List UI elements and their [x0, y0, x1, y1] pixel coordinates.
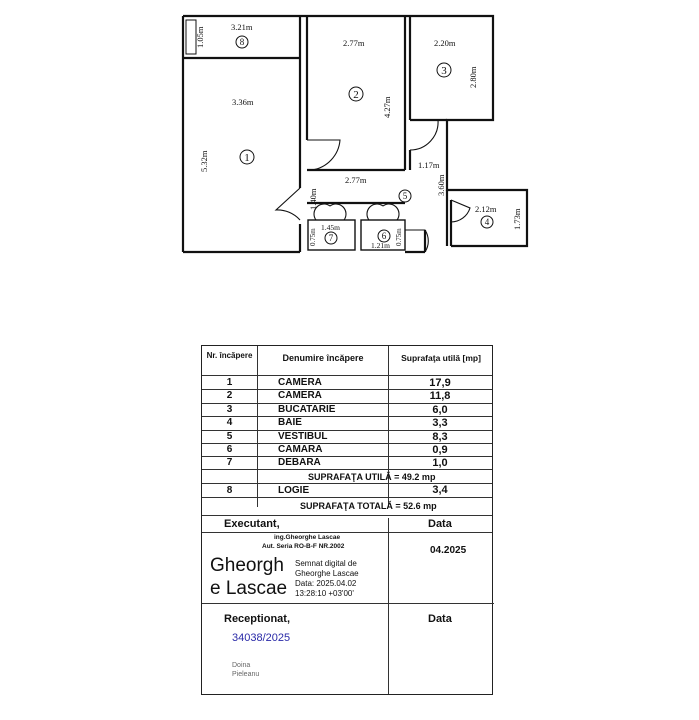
engineer-name: ing.Gheorghe Lascae — [274, 534, 341, 541]
row-divider — [388, 603, 494, 604]
dim-r4-h: 1.73m — [512, 208, 522, 230]
dim-r1-h: 5.32m — [199, 150, 209, 172]
area-table — [201, 345, 493, 695]
receiver-line: Pieleanu — [232, 671, 260, 678]
room-number-5: 5 — [402, 191, 408, 201]
row-area: 3,3 — [432, 417, 448, 430]
row-area: 11,8 — [429, 390, 451, 403]
row-name: BAIE — [278, 417, 302, 429]
row-nr: 7 — [226, 457, 233, 469]
col-divider — [388, 518, 389, 694]
row-divider — [202, 532, 492, 533]
room-number-8: 8 — [239, 37, 245, 47]
row-area: 8,3 — [432, 430, 448, 443]
room-number-2: 2 — [353, 89, 359, 101]
receiver-line: Doina — [232, 662, 251, 669]
row-nr: 1 — [226, 377, 233, 388]
room-numbers — [240, 37, 490, 243]
dim-r5-b: 3.60m — [436, 174, 446, 196]
loggia-nr: 8 — [226, 485, 233, 496]
room-number-4: 4 — [484, 217, 490, 227]
room-number-7: 7 — [328, 233, 334, 243]
dim-r1-w: 3.36m — [232, 97, 254, 107]
dim-hall-w: 2.77m — [345, 175, 367, 185]
dim-r2-w: 2.77m — [343, 38, 365, 48]
row-name: CAMERA — [278, 390, 322, 402]
loggia-area: 3,4 — [432, 484, 448, 496]
row-nr: 3 — [226, 403, 233, 415]
dim-r8-w: 3.21m — [231, 22, 253, 32]
row-divider — [202, 469, 492, 470]
row-name: CAMERA — [278, 377, 322, 388]
room-number-1: 1 — [244, 152, 250, 164]
row-name: DEBARA — [278, 457, 321, 469]
plan-walls — [183, 16, 527, 252]
row-divider — [202, 375, 492, 376]
header-name: Denumire încăpere — [282, 353, 364, 363]
row-nr: 2 — [226, 390, 233, 402]
receptionat-label: Receptionat, — [224, 613, 291, 625]
signature-meta-line: 13:28:10 +03'00' — [295, 589, 354, 598]
row-divider — [202, 515, 492, 516]
dim-r7-h: 0.75m — [309, 228, 317, 246]
suprafata-utila: SUPRAFAŢA UTILĂ = 49.2 mp — [308, 472, 436, 482]
digital-signature-name — [210, 554, 287, 600]
row-area: 6,0 — [432, 403, 448, 416]
dim-r6-h: 0.75m — [395, 228, 403, 246]
dim-r2-h: 4.27m — [382, 96, 392, 118]
dim-r3-w: 2.20m — [434, 38, 456, 48]
room-number-6: 6 — [381, 231, 387, 241]
row-nr: 5 — [226, 430, 233, 442]
row-area: 1,0 — [432, 457, 448, 470]
row-divider — [202, 497, 492, 498]
signature-meta-line: Gheorghe Lascae — [295, 569, 359, 578]
signature-name-line1: Gheorgh — [210, 555, 284, 576]
room-number-circles — [236, 36, 493, 244]
loggia-name: LOGIE — [278, 485, 310, 496]
row-name: BUCATARIE — [278, 403, 336, 415]
row-nr: 6 — [226, 444, 233, 455]
dim-r7-w: 1.45m — [321, 223, 340, 232]
row-area: 0,9 — [432, 444, 448, 456]
room-number-3: 3 — [441, 65, 447, 77]
data-label: Data — [428, 518, 452, 530]
row-area: 17,9 — [429, 377, 451, 389]
header-area: Suprafaţa utilă [mp] — [401, 353, 481, 363]
signature-meta-line: Data: 2025.04.02 — [295, 579, 357, 588]
dim-r4-w: 2.12m — [475, 204, 497, 214]
signature-meta-line: Semnat digital de — [295, 559, 357, 568]
date-value: 04.2025 — [430, 545, 467, 556]
row-nr: 4 — [226, 417, 233, 429]
suprafata-totala: SUPRAFAŢA TOTALĂ = 52.6 mp — [300, 501, 437, 511]
signature-meta — [295, 559, 359, 599]
dim-r6-w: 1.21m — [371, 241, 390, 250]
signature-name-line2: e Lascae — [210, 578, 288, 599]
executant-label: Executant, — [224, 518, 280, 530]
row-divider — [202, 603, 388, 604]
dim-hall-h: 1.40m — [308, 188, 318, 210]
header-nr: Nr. încăpere — [206, 351, 253, 360]
dim-r3-h: 2.80m — [468, 66, 478, 88]
row-name: CAMARA — [278, 444, 323, 455]
dim-r5-a: 1.17m — [418, 160, 440, 170]
registration-number: 34038/2025 — [232, 632, 291, 644]
receiver-signature — [232, 661, 259, 679]
dimension-labels — [195, 22, 522, 250]
dim-r8-h: 1.05m — [195, 26, 205, 48]
row-name: VESTIBUL — [278, 430, 328, 442]
floor-plan — [0, 0, 699, 300]
engineer-authorization: Aut. Seria RO-B-F NR.2002 — [262, 543, 345, 550]
data-label-2: Data — [428, 613, 452, 625]
